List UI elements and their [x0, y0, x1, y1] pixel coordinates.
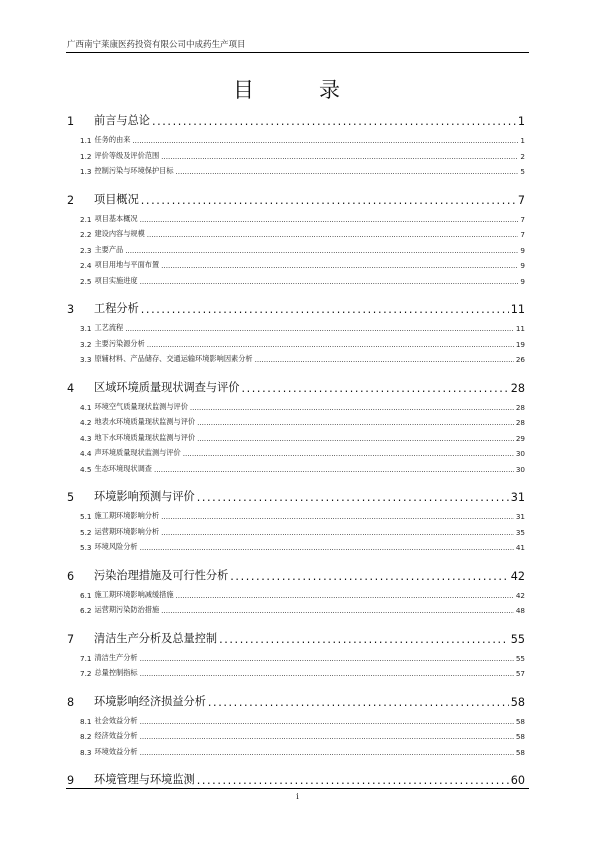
- toc-entry-label: 项目用地与平面布置: [94, 260, 160, 269]
- toc-leader-dots: [161, 528, 514, 537]
- toc-entry-number: 4.3: [80, 433, 92, 443]
- toc-leader-dots: [140, 543, 514, 552]
- toc-section-entry[interactable]: [67, 716, 525, 726]
- header-rule: [66, 52, 529, 53]
- toc-entry-page: 7: [520, 214, 525, 224]
- toc-entry-page: 48: [515, 606, 525, 615]
- toc-entry-page: 60: [510, 774, 525, 787]
- toc-leader-dots: [197, 774, 509, 787]
- toc-chapter-entry[interactable]: [67, 630, 525, 646]
- toc-entry-number: 1.2: [80, 151, 92, 161]
- toc-leader-dots: [161, 261, 518, 270]
- toc-entry-label: 工艺流程: [94, 323, 124, 332]
- toc-chapter-entry[interactable]: [67, 300, 525, 316]
- toc-section-entry[interactable]: [67, 214, 525, 224]
- toc-entry-number: 4.4: [80, 449, 92, 458]
- toc-leader-dots: [132, 136, 518, 145]
- toc-entry-label: 经济效益分析: [94, 731, 138, 740]
- toc-section-entry[interactable]: [67, 339, 525, 349]
- toc-entry-page: 58: [515, 732, 525, 741]
- toc-leader-dots: [140, 277, 519, 286]
- toc-entry-page: 9: [520, 276, 525, 286]
- toc-entry-page: 31: [515, 512, 525, 521]
- toc-leader-dots: [176, 167, 519, 176]
- toc-chapter-entry[interactable]: [67, 379, 525, 395]
- toc-leader-dots: [140, 732, 514, 741]
- toc-chapter-entry[interactable]: [67, 112, 525, 128]
- toc-entry-number: 2: [67, 193, 75, 207]
- toc-entry-number: 2.4: [80, 261, 92, 270]
- toc-section-entry[interactable]: [67, 590, 525, 600]
- toc-section-entry[interactable]: [67, 542, 525, 552]
- toc-entry-label: 任务的由来: [94, 135, 131, 144]
- toc-entry-page: 9: [520, 261, 525, 270]
- toc-entry-number: 4.5: [80, 464, 92, 474]
- toc-entry-page: 28: [515, 418, 525, 427]
- toc-entry-page: 57: [515, 669, 525, 678]
- toc-entry-number: 2.2: [80, 230, 92, 239]
- toc-leader-dots: [141, 194, 516, 207]
- toc-entry-label: 主要污染源分析: [94, 338, 145, 348]
- toc-section-entry[interactable]: [67, 731, 525, 741]
- toc-entry-number: 3.3: [80, 355, 92, 364]
- toc-entry-number: 5: [67, 491, 75, 504]
- toc-section-entry[interactable]: [67, 402, 525, 412]
- toc-entry-label: 社会效益分析: [94, 715, 138, 725]
- toc-entry-page: 55: [515, 653, 525, 663]
- toc-entry-page: 42: [515, 590, 525, 600]
- toc-chapter-entry[interactable]: [67, 771, 525, 787]
- toc-entry-number: 3: [67, 303, 75, 316]
- toc-leader-dots: [197, 434, 514, 443]
- toc-entry-label: 控制污染与环境保护目标: [94, 166, 174, 175]
- toc-entry-number: 6: [67, 569, 75, 583]
- toc-leader-dots: [140, 748, 514, 757]
- toc-section-entry[interactable]: [67, 448, 525, 458]
- toc-leader-dots: [140, 669, 514, 678]
- toc-entry-label: 评价等级及评价范围: [94, 150, 160, 160]
- toc-entry-label: 总量控制指标: [94, 668, 138, 677]
- toc-entry-label: 环境风险分析: [94, 542, 138, 551]
- toc-leader-dots: [147, 340, 514, 349]
- toc-section-entry[interactable]: [67, 417, 525, 427]
- toc-entry-label: 运营期环境影响分析: [94, 526, 160, 536]
- toc-entry-page: 30: [515, 464, 525, 474]
- toc-leader-dots: [241, 382, 508, 395]
- toc-leader-dots: [154, 465, 514, 474]
- toc-entry-number: 5.1: [80, 512, 92, 521]
- toc-entry-number: 9: [67, 774, 75, 787]
- toc-entry-page: 41: [515, 543, 525, 552]
- toc-entry-number: 4.1: [80, 402, 92, 412]
- toc-entry-page: 30: [515, 449, 525, 458]
- toc-entry-number: 2.5: [80, 276, 92, 286]
- toc-leader-dots: [140, 654, 514, 663]
- toc-entry-label: 施工期环境影响减缓措施: [94, 589, 174, 599]
- toc-entry-label: 污染治理措施及可行性分析: [94, 568, 229, 582]
- toc-entry-number: 2.3: [80, 245, 92, 255]
- toc-chapter-entry[interactable]: [67, 488, 525, 504]
- toc-entry-label: 环境效益分析: [94, 746, 138, 756]
- toc-leader-dots: [197, 418, 514, 427]
- toc-leader-dots: [183, 449, 514, 458]
- toc-entry-label: 施工期环境影响分析: [94, 511, 160, 520]
- toc-leader-dots: [161, 606, 514, 615]
- toc-entry-number: 8: [67, 695, 75, 709]
- toc-entry-label: 环境管理与环境监测: [94, 773, 195, 786]
- toc-entry-page: 28: [510, 381, 525, 395]
- toc-entry-number: 2.1: [80, 214, 92, 224]
- toc-entry-page: 26: [515, 355, 525, 364]
- toc-entry-label: 区域环境质量现状调查与评价: [94, 380, 240, 394]
- toc-entry-number: 8.3: [80, 747, 92, 757]
- toc-section-entry[interactable]: [67, 245, 525, 255]
- toc-entry-page: 29: [515, 433, 525, 443]
- toc-entry-page: 11: [510, 303, 525, 316]
- toc-entry-number: 3.2: [80, 339, 92, 349]
- toc-entry-label: 环境影响经济损益分析: [94, 694, 206, 708]
- toc-entry-number: 1.1: [80, 136, 92, 145]
- toc-entry-label: 地下水环境质量现状监测与评价: [94, 432, 196, 442]
- toc-leader-dots: [161, 152, 518, 161]
- toc-section-entry[interactable]: [67, 135, 525, 145]
- toc-entry-number: 5.2: [80, 527, 92, 537]
- toc-entry-number: 7.2: [80, 669, 92, 678]
- toc-leader-dots: [140, 215, 519, 224]
- toc-leader-dots: [141, 303, 509, 316]
- toc-entry-page: 58: [515, 747, 525, 757]
- toc-entry-page: 7: [520, 230, 525, 239]
- toc-entry-page: 9: [520, 245, 525, 255]
- toc-leader-dots: [255, 355, 514, 364]
- toc-section-entry[interactable]: [67, 166, 525, 176]
- toc-entry-number: 1.3: [80, 167, 92, 176]
- running-header: 广西南宁莱康医药投资有限公司中成药生产项目: [67, 40, 246, 50]
- toc-leader-dots: [147, 230, 519, 239]
- toc-section-entry[interactable]: [67, 747, 525, 757]
- toc-entry-number: 4.2: [80, 418, 92, 427]
- toc-entry-number: 4: [67, 381, 75, 395]
- footer-rule: [66, 788, 529, 789]
- toc-chapter-entry[interactable]: [67, 567, 525, 583]
- page-title: 目 录: [233, 78, 362, 102]
- toc-entry-label: 环境影响预测与评价: [94, 490, 195, 503]
- toc-leader-dots: [176, 591, 514, 600]
- toc-entry-page: 31: [510, 491, 525, 504]
- toc-leader-dots: [219, 633, 509, 646]
- toc-leader-dots: [125, 324, 514, 333]
- toc-entry-number: 1: [67, 115, 75, 128]
- toc-entry-page: 28: [515, 402, 525, 412]
- toc-leader-dots: [161, 512, 514, 521]
- toc-leader-dots: [230, 570, 508, 583]
- toc-entry-label: 声环境质量现状监测与评价: [94, 448, 181, 457]
- toc-leader-dots: [140, 717, 514, 726]
- toc-section-entry[interactable]: [67, 527, 525, 537]
- toc-entry-page: 11: [515, 324, 525, 333]
- toc-section-entry[interactable]: [67, 653, 525, 663]
- toc-entry-label: 运营期污染防治措施: [94, 605, 160, 614]
- toc-entry-label: 清洁生产分析及总量控制: [94, 631, 218, 645]
- toc-section-entry[interactable]: [67, 464, 525, 474]
- page-number: i: [296, 792, 299, 801]
- toc-entry-label: 生态环境现状调查: [94, 463, 152, 473]
- toc-entry-page: 35: [515, 527, 525, 537]
- toc-entry-number: 7: [67, 632, 75, 646]
- toc-section-entry[interactable]: [67, 668, 525, 678]
- toc-leader-dots: [125, 246, 518, 255]
- toc-entry-number: 8.1: [80, 716, 92, 726]
- toc-section-entry[interactable]: [67, 354, 525, 364]
- toc-entry-number: 8.2: [80, 732, 92, 741]
- toc-section-entry[interactable]: [67, 276, 525, 286]
- toc-section-entry[interactable]: [67, 323, 525, 333]
- toc-entry-page: 2: [520, 151, 525, 161]
- toc-leader-dots: [197, 491, 509, 504]
- toc-entry-label: 主要产品: [94, 244, 124, 254]
- toc-entry-page: 58: [515, 716, 525, 726]
- toc-entry-number: 5.3: [80, 543, 92, 552]
- toc-section-entry[interactable]: [67, 605, 525, 615]
- toc-chapter-entry[interactable]: [67, 693, 525, 709]
- toc-entry-label: 清洁生产分析: [94, 652, 138, 662]
- toc-section-entry[interactable]: [67, 433, 525, 443]
- toc-entry-number: 3.1: [80, 324, 92, 333]
- toc-entry-page: 55: [510, 632, 525, 646]
- toc-entry-label: 项目实施进度: [94, 275, 138, 285]
- toc-entry-page: 58: [510, 695, 525, 709]
- toc-entry-label: 建设内容与规模: [94, 229, 145, 238]
- toc-entry-page: 19: [515, 339, 525, 349]
- toc-entry-number: 7.1: [80, 653, 92, 663]
- toc-section-entry[interactable]: [67, 229, 525, 239]
- toc-entry-label: 工程分析: [94, 302, 139, 315]
- toc-entry-page: 42: [510, 569, 525, 583]
- toc-entry-page: 1: [517, 115, 525, 128]
- toc-leader-dots: [208, 696, 509, 709]
- toc-entry-page: 7: [517, 193, 525, 207]
- toc-entry-label: 地表水环境质量现状监测与评价: [94, 417, 196, 426]
- toc-entry-page: 1: [520, 136, 525, 145]
- toc-chapter-entry[interactable]: [67, 191, 525, 207]
- toc-entry-label: 前言与总论: [94, 114, 150, 127]
- toc-entry-label: 项目基本概况: [94, 213, 138, 223]
- toc-entry-number: 6.2: [80, 606, 92, 615]
- toc-leader-dots: [190, 403, 514, 412]
- toc-entry-label: 环境空气质量现状监测与评价: [94, 401, 188, 411]
- toc-entry-page: 5: [520, 167, 525, 176]
- toc-section-entry[interactable]: [67, 511, 525, 521]
- toc-section-entry[interactable]: [67, 260, 525, 270]
- toc-entry-label: 项目概况: [94, 192, 139, 206]
- toc-leader-dots: [152, 115, 516, 128]
- toc-entry-label: 原辅材料、产品储存、交通运输环境影响因素分析: [94, 354, 253, 363]
- toc-entry-number: 6.1: [80, 590, 92, 600]
- toc-section-entry[interactable]: [67, 151, 525, 161]
